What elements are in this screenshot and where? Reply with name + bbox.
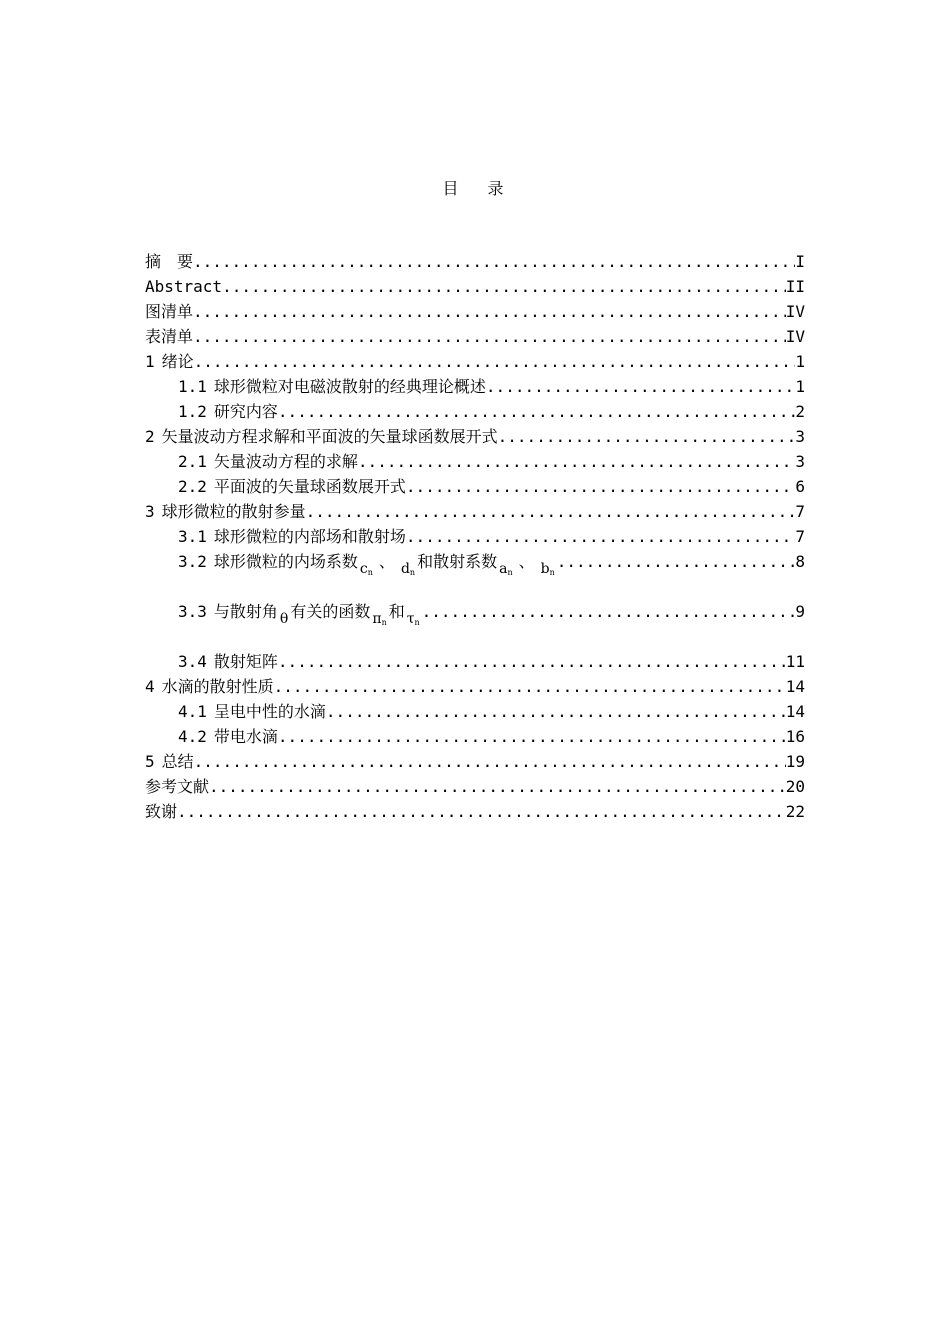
toc-entry-section-1-2[interactable] (145, 399, 805, 424)
toc-entry-section-3-2[interactable] (145, 549, 805, 599)
toc-leader-dots (193, 249, 795, 274)
toc-page-number: 7 (795, 527, 805, 546)
table-of-contents (145, 249, 805, 824)
toc-page-number: I (795, 252, 805, 271)
toc-page-number: 8 (795, 552, 805, 571)
toc-entry-number: 2.2 (178, 477, 207, 496)
separator: 、 (518, 552, 535, 571)
toc-entry-label (145, 749, 194, 774)
toc-page-number: 14 (785, 677, 805, 696)
toc-entry-label (145, 424, 498, 449)
toc-entry-label (178, 649, 278, 674)
toc-leader-dots (326, 699, 786, 724)
toc-entry-label: Abstract (145, 277, 223, 296)
coefficient-symbol: $d_n$ (400, 561, 416, 577)
toc-page-number: 22 (785, 802, 805, 821)
toc-page-number: 20 (785, 777, 805, 796)
toc-page-number: IV (785, 302, 805, 321)
toc-leader-dots (358, 449, 795, 474)
toc-entry-number: 4 (145, 677, 155, 696)
toc-page-number: 7 (795, 502, 805, 521)
pi-symbol: $\pi_n$ (372, 611, 387, 627)
toc-entry-section-2-2[interactable] (145, 474, 805, 499)
toc-entry-text: 矢量波动方程的求解 (213, 452, 358, 471)
toc-entry-chapter-3[interactable] (145, 499, 805, 524)
toc-entry-number: 4.1 (178, 702, 207, 721)
toc-entry-label: 表清单 (145, 327, 194, 346)
toc-entry-text: 绪论 (161, 352, 194, 371)
toc-entry-text: 和 (388, 602, 405, 621)
toc-leader-dots (274, 674, 786, 699)
toc-leader-dots (422, 599, 796, 624)
toc-entry-number: 1.1 (178, 377, 207, 396)
toc-leader-dots (306, 499, 796, 524)
toc-entry-label (178, 374, 486, 399)
toc-entry-figure-list[interactable] (145, 299, 805, 324)
toc-entry-label (178, 449, 358, 474)
toc-entry-label: 图清单 (145, 302, 194, 321)
toc-leader-dots (498, 424, 796, 449)
toc-entry-number: 5 (145, 752, 155, 771)
toc-entry-label (178, 549, 557, 575)
toc-entry-text: 与散射角 (213, 602, 278, 621)
toc-entry-text: 平面波的矢量球函数展开式 (213, 477, 406, 496)
toc-page-number: 9 (795, 602, 805, 621)
toc-entry-number: 3.1 (178, 527, 207, 546)
toc-entry-label (178, 399, 278, 424)
toc-entry-text: 有关的函数 (290, 602, 371, 621)
toc-entry-number: 4.2 (178, 727, 207, 746)
toc-entry-abstract-cn[interactable] (145, 249, 805, 274)
toc-leader-dots (486, 374, 795, 399)
toc-entry-chapter-4[interactable] (145, 674, 805, 699)
separator: 、 (378, 552, 395, 571)
toc-page-number: 6 (795, 477, 805, 496)
toc-entry-label (178, 599, 422, 625)
toc-entry-number: 1.2 (178, 402, 207, 421)
toc-entry-section-2-1[interactable] (145, 449, 805, 474)
toc-page-number: 14 (785, 702, 805, 721)
toc-entry-chapter-2[interactable] (145, 424, 805, 449)
toc-entry-chapter-1[interactable] (145, 349, 805, 374)
toc-entry-acknowledgements[interactable] (145, 799, 805, 824)
toc-entry-table-list[interactable] (145, 324, 805, 349)
toc-page-number: 11 (785, 652, 805, 671)
theta-symbol: θ (279, 611, 289, 627)
toc-entry-label: 致谢 (145, 802, 178, 821)
toc-page-number: II (785, 277, 805, 296)
toc-leader-dots (209, 774, 786, 799)
toc-entry-section-4-2[interactable] (145, 724, 805, 749)
toc-page-number: 1 (795, 377, 805, 396)
toc-entry-section-1-1[interactable] (145, 374, 805, 399)
toc-page-number: IV (785, 327, 805, 346)
toc-entry-text: 和散射系数 (417, 552, 498, 571)
toc-entry-text: 球形微粒的散射参量 (161, 502, 306, 521)
toc-leader-dots (193, 299, 786, 324)
toc-leader-dots (406, 524, 795, 549)
toc-entry-references[interactable] (145, 774, 805, 799)
toc-entry-abstract-en[interactable] (145, 274, 805, 299)
toc-leader-dots (557, 549, 796, 574)
toc-entry-number: 2.1 (178, 452, 207, 471)
toc-entry-text: 球形微粒对电磁波散射的经典理论概述 (213, 377, 486, 396)
toc-entry-text: 水滴的散射性质 (161, 677, 274, 696)
toc-entry-number: 2 (145, 427, 155, 446)
toc-entry-label (178, 699, 326, 724)
toc-leader-dots (278, 724, 786, 749)
toc-leader-dots (193, 324, 786, 349)
toc-entry-text: 矢量波动方程求解和平面波的矢量球函数展开式 (161, 427, 498, 446)
toc-page-number: 16 (785, 727, 805, 746)
toc-title: 目 录 (442, 179, 516, 198)
coefficient-symbol: $a_n$ (499, 561, 513, 577)
toc-entry-number: 1 (145, 352, 155, 371)
toc-entry-label (178, 524, 406, 549)
toc-entry-label: 摘 要 (145, 252, 194, 271)
toc-page-number: 3 (795, 452, 805, 471)
toc-entry-text: 呈电中性的水滴 (213, 702, 326, 721)
toc-entry-text: 球形微粒的内场系数 (213, 552, 358, 571)
coefficient-symbol: $b_n$ (540, 561, 555, 577)
toc-entry-section-3-1[interactable] (145, 524, 805, 549)
coefficient-symbol: $c_n$ (359, 561, 373, 577)
toc-entry-number: 3.2 (178, 552, 207, 571)
toc-leader-dots (177, 799, 786, 824)
toc-page-number: 3 (795, 427, 805, 446)
toc-entry-number: 3.4 (178, 652, 207, 671)
toc-entry-label: 参考文献 (145, 777, 210, 796)
toc-entry-label (145, 674, 274, 699)
toc-leader-dots (278, 399, 795, 424)
toc-leader-dots (222, 274, 786, 299)
tau-symbol: $\tau_n$ (406, 611, 420, 627)
toc-leader-dots (194, 749, 786, 774)
toc-entry-label (178, 474, 406, 499)
toc-leader-dots (278, 649, 786, 674)
toc-entry-text: 带电水滴 (213, 727, 278, 746)
toc-entry-label (178, 724, 278, 749)
toc-leader-dots (194, 349, 796, 374)
toc-entry-label (145, 499, 306, 524)
toc-entry-text: 球形微粒的内部场和散射场 (213, 527, 406, 546)
toc-page-number: 19 (785, 752, 805, 771)
toc-entry-text: 研究内容 (213, 402, 278, 421)
toc-entry-number: 3 (145, 502, 155, 521)
toc-leader-dots (406, 474, 795, 499)
toc-page-number: 1 (795, 352, 805, 371)
toc-entry-chapter-5[interactable] (145, 749, 805, 774)
toc-page-number: 2 (795, 402, 805, 421)
toc-entry-section-3-3[interactable] (145, 599, 805, 649)
toc-entry-label (145, 349, 194, 374)
toc-entry-section-3-4[interactable] (145, 649, 805, 674)
toc-entry-section-4-1[interactable] (145, 699, 805, 724)
toc-entry-number: 3.3 (178, 602, 207, 621)
toc-entry-text: 总结 (161, 752, 194, 771)
toc-entry-text: 散射矩阵 (213, 652, 278, 671)
